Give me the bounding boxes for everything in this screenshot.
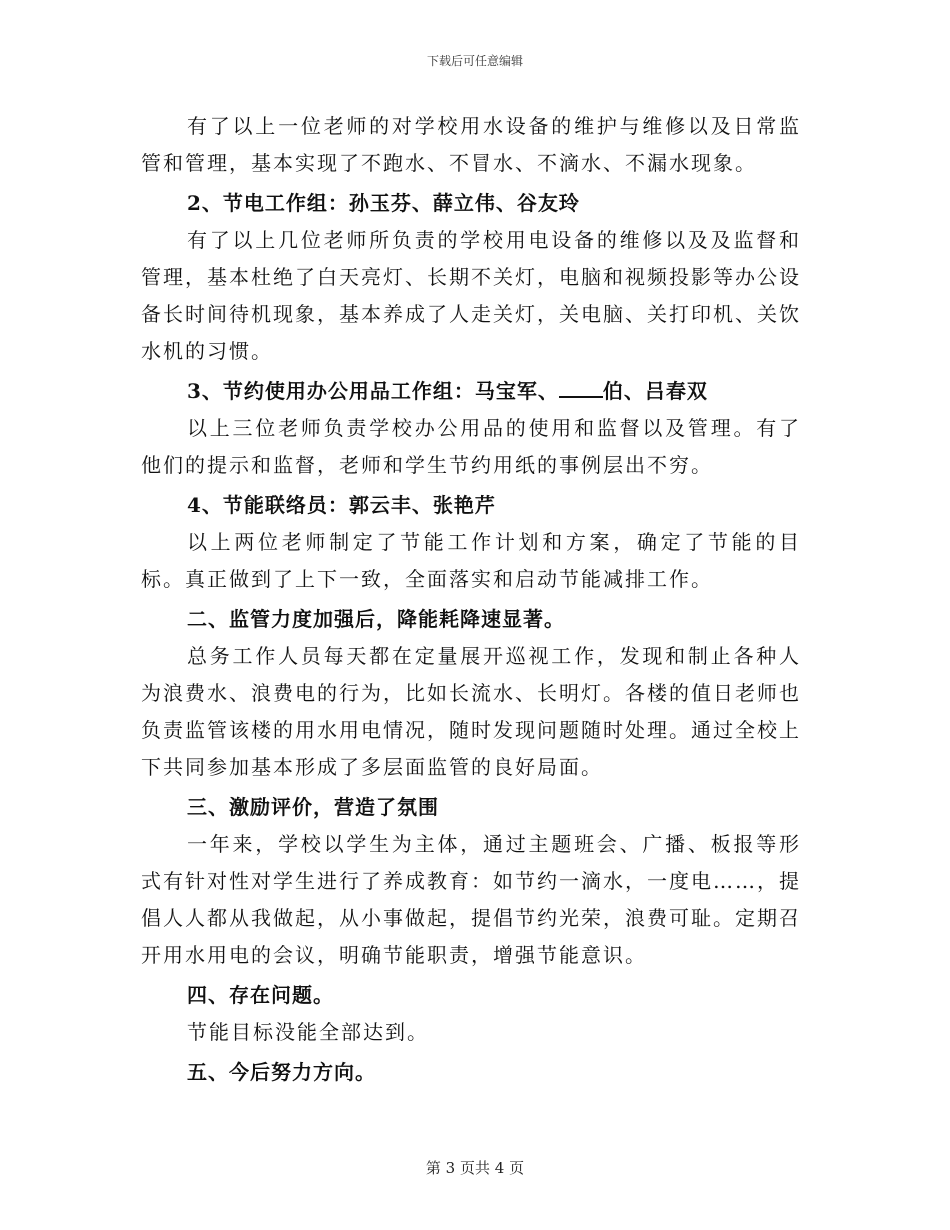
section-heading-incentive: 三、激励评价，营造了氛围 <box>187 795 439 819</box>
paragraph-water-maintenance: 有了以上一位老师的对学校用水设备的维护与维修以及日常监管和管理，基本实现了不跑水、不冒水、不滴水、不漏水现象。 <box>141 114 801 175</box>
heading-electricity-group: 2、节电工作组：孙玉芬、薛立伟、谷友玲 <box>187 191 580 215</box>
paragraph-energy-liaison: 以上两位老师制定了节能工作计划和方案，确定了节能的目标。真正做到了上下一致，全面落实和启动节能减排工作。 <box>141 530 801 591</box>
paragraph-supervision: 总务工作人员每天都在定量展开巡视工作，发现和制止各种人为浪费水、浪费电的行为，比如长流水、长明灯。各楼的值日老师也负责监管该楼的用水用电情况，随时发现问题随时处理。通过全校上下共同参加基本形成了多层面监管的良好局面。 <box>141 644 801 779</box>
heading-energy-liaison: 4、节能联络员：郭云丰、张艳芹 <box>187 493 496 517</box>
heading-office-supplies-prefix: 3、节约使用办公用品工作组：马宝军、 <box>187 379 559 403</box>
section-heading-supervision: 二、监管力度加强后，降能耗降速显著。 <box>187 607 565 631</box>
section-heading-problems: 四、存在问题。 <box>187 983 334 1007</box>
heading-office-supplies-suffix: 伯、吕春双 <box>602 379 708 403</box>
heading-office-supplies-group <box>141 373 801 410</box>
page-number: 第 3 页共 4 页 <box>425 1159 525 1177</box>
paragraph-incentive: 一年来，学校以学生为主体，通过主题班会、广播、板报等形式有针对性对学生进行了养成教育：如节约一滴水，一度电……，提倡人人都从我做起，从小事做起，提倡节约光荣，浪费可耻。定期召开用水用电的会议，明确节能职责，增强节能意识。 <box>141 832 801 967</box>
header-note: 下载后可任意编辑 <box>426 54 523 68</box>
section-heading-future-direction: 五、今后努力方向。 <box>187 1060 376 1084</box>
paragraph-office-supplies: 以上三位老师负责学校办公用品的使用和监督以及管理。有了他们的提示和监督，老师和学生节约用纸的事例层出不穷。 <box>141 416 801 477</box>
paragraph-electricity: 有了以上几位老师所负责的学校用电设备的维修以及及监督和管理，基本杜绝了白天亮灯、长期不关灯，电脑和视频投影等办公设备长时间待机现象，基本养成了人走关灯，关电脑、关打印机、关饮水机的习惯。 <box>141 228 801 363</box>
redacted-name-blank <box>559 378 603 398</box>
paragraph-problems: 节能目标没能全部达到。 <box>187 1020 429 1044</box>
document-body <box>141 108 801 1091</box>
